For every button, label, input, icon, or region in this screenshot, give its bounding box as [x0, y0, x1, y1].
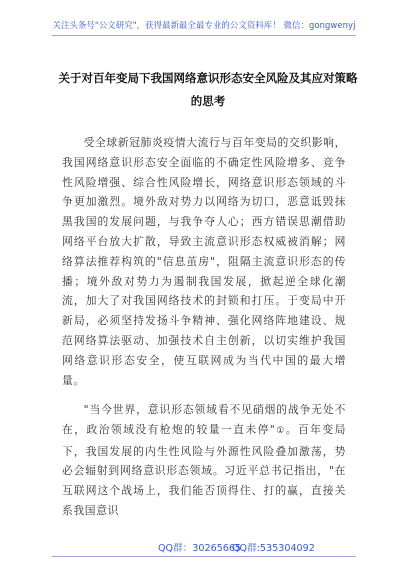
footer-qq-group-left: QQ群：30265665: [158, 543, 242, 554]
paragraph: 受全球新冠肺炎疫情大流行与百年变局的交织影响，我国网络意识形态安全面临的不确定性风险增多、竞争性风险增强、综合性风险增长，网络意识形态领域的斗争更加激烈。境外敌对势力以网络为切口，恶意诋毁抹黑我国的发展问题，与我争夺人心；西方错误思潮借助网络平台放大扩散，导致主流意识形态权威被消解；网络算法推荐构筑的"信息茧房"，阻隔主流意识形态的传播；境外敌对势力为遏制我国发展，掀起逆全球化潮流，加大了对我国网络技术的封锁和打压。于变局中开新局，必须坚持发扬斗争精神、强化网络阵地建设、规范网络算法驱动、加强技术自主创新，以切实维护我国网络意识形态安全，使互联网成为当代中国的最大增量。: [62, 136, 346, 387]
footer-qq-group-right: QQ群:535304092: [232, 543, 315, 554]
header-divider: [52, 35, 356, 36]
header-banner: 关注头条号"公文研究"，获得最新最全最专业的公文资料库！ 微信：gongwenyj: [52, 20, 356, 30]
footer-divider: [52, 556, 356, 557]
footer: [0, 540, 408, 556]
paragraph-text: "当今世界，意识形态领域看不见硝烟的战争无处不在，政治领域没有枪炮的较量一直未停": [62, 403, 346, 436]
paragraph-text: 。百年变局下，我国发展的内生性风险与外源性风险叠加激荡，势必会辐射到网络意识形态领域。习近平总书记指出，"在互联网这个战场上，我们能否顶得住、打的赢，直接关系我国意识: [62, 422, 347, 517]
paragraph: [62, 400, 346, 521]
document-title: 关于对百年变局下我国网络意识形态安全风险及其应对策略的思考: [58, 71, 358, 108]
footnote-marker: ①: [275, 425, 286, 436]
